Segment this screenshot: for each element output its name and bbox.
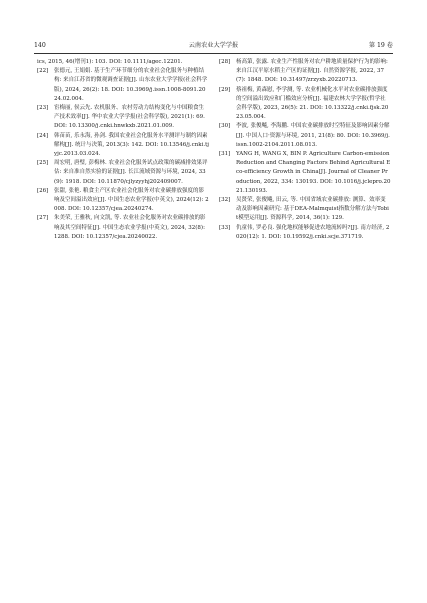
reference-number: [23] [37,105,49,112]
reference-number: [30] [219,123,231,130]
journal-title: 云南农业大学学报 [188,42,239,49]
reference-item [37,159,209,187]
reference-number: [24] [37,132,49,139]
reference-number: [22] [37,68,49,75]
reference-text: 韩苗苗, 乐永海, 孙剑. 我国农业社会化服务水平测评与制约因素解构[J]. 统计与决策, 2013(3): 142. DOI: 10.13546/j.cnki.tjyjc.2013.03.024. [54,132,209,158]
reference-item [219,224,391,242]
reference-text: 李波, 张俊飚, 李海鹏. 中国农业碳排放时空特征及影响因素分解[J]. 中国人口·资源与环境, 2011, 21(8): 80. DOI: 10.3969/j.issn.1002-2104.2011.08.013. [236,123,390,148]
reference-text: 朱美荣, 王雅秋, 向文凯, 等. 农业社会化服务对农业碳排放的影响及其空间特征[J]. 中国生态农业学报(中英文), 2024, 32(8): 1288. DOI: 10.12357/cjea.20240022. [54,215,206,240]
reference-text: 吴贤荣, 张俊飚, 田云, 等. 中国省域农业碳排放: 测算、效率变动及影响因素研究: 基于DEA-Malmquist指数分解方法与Tobit模型运用[J]. 资源科学, 2014, 36(1): 129. [236,197,389,222]
left-column [37,58,209,242]
reference-number: [31] [219,151,231,158]
reference-item [219,122,391,150]
reference-text: 张甜, 张艳. 粮食主产区农业社会化服务对农业碳排放强度的影响及空间溢出效应[J]. 中国生态农业学报(中英文), 2024(12): 2008. DOI: 10.12357/cjea.20240274. [54,187,209,213]
reference-text: 蔡祖梅, 黄森慰, 李学测, 等. 农业机械化水平对农业碳排放强度的空间溢出效应和门槛效应分析[J]. 福建农林大学学报(哲学社会科学版), 2023, 26(5): 21. DOI: 10.13322/j.cnki.fjsk.2023.05.004. [236,86,389,121]
reference-number: [33] [219,224,231,231]
reference-number: [27] [37,215,49,222]
reference-item [219,58,391,86]
reference-item [37,67,209,104]
running-header [34,40,393,52]
right-column [219,58,391,242]
volume-label: 第 19 卷 [368,42,393,49]
reference-text: 杨高第, 张露. 农业生产性服务对农户耕地质量保护行为的影响: 来自江汉平原水稻主产区的证据[J]. 自然资源学报, 2022, 37(7): 1848. DOI: 10.31497/zrzyxb.20220713. [236,59,388,84]
reference-text: YANG H, WANG X, BIN P. Agriculture Carbon-emission Reduction and Changing Factors Behind Agricultural Eco-efficiency Growth in China[J]. Journal of Cleaner Production, 2022, 334: 130193. DOI: 10.1016/j.jclepro.2021.130193. [236,151,391,194]
reference-number: [28] [219,59,231,65]
reference-item [37,132,209,160]
reference-text: 宦梅丽, 侯云先. 农机服务、农村劳动力结构变化与中国粮食生产技术效率[J]. 华中农业大学学报(社会科学版), 2021(1): 69. DOI: 10.13300/j.cnki.hnwkxb.2021.01.009. [54,105,205,130]
reference-item [219,86,391,123]
reference-text: 周宏明, 唐璧, 彭梅林. 农业社会化服务试点政策的碳减排效果评估: 来自准自然实验的证据[J]. 长江流域资源与环境, 2024, 33(9): 1918. DOI: 10.11870/cjlyzyyhj202409007. [54,160,208,185]
reference-item [37,104,209,132]
reference-number: [25] [37,160,49,167]
reference-number: [32] [219,197,231,204]
page-number: 140 [34,42,46,49]
reference-text: 张德元, 王娟娟. 基于生产环节细分的农业社会化服务与种植结构: 来自江苏省的微观调查证据[J]. 山东农业大学学报(社会科学版), 2024, 26(2): 18. DOI: 10.3969/j.issn.1008-8091.2024.02.004. [54,68,208,102]
reference-number: [26] [37,187,49,194]
reference-number: [29] [219,86,231,93]
header-rule [34,53,393,54]
reference-item [219,150,391,196]
reference-item [37,187,209,215]
reference-item [37,214,209,242]
reference-continuation: ics, 2015, 46(增刊1): 103. DOI: 10.1111/agec.12201. [37,59,183,65]
reference-text: 仇童伟, 罗必良. 强化地权能够促进农地流转吗?[J]. 南方经济, 2020(12): 1. DOI: 10.19592/j.cnki.scje.371719. [236,224,390,240]
reference-item [219,196,391,224]
